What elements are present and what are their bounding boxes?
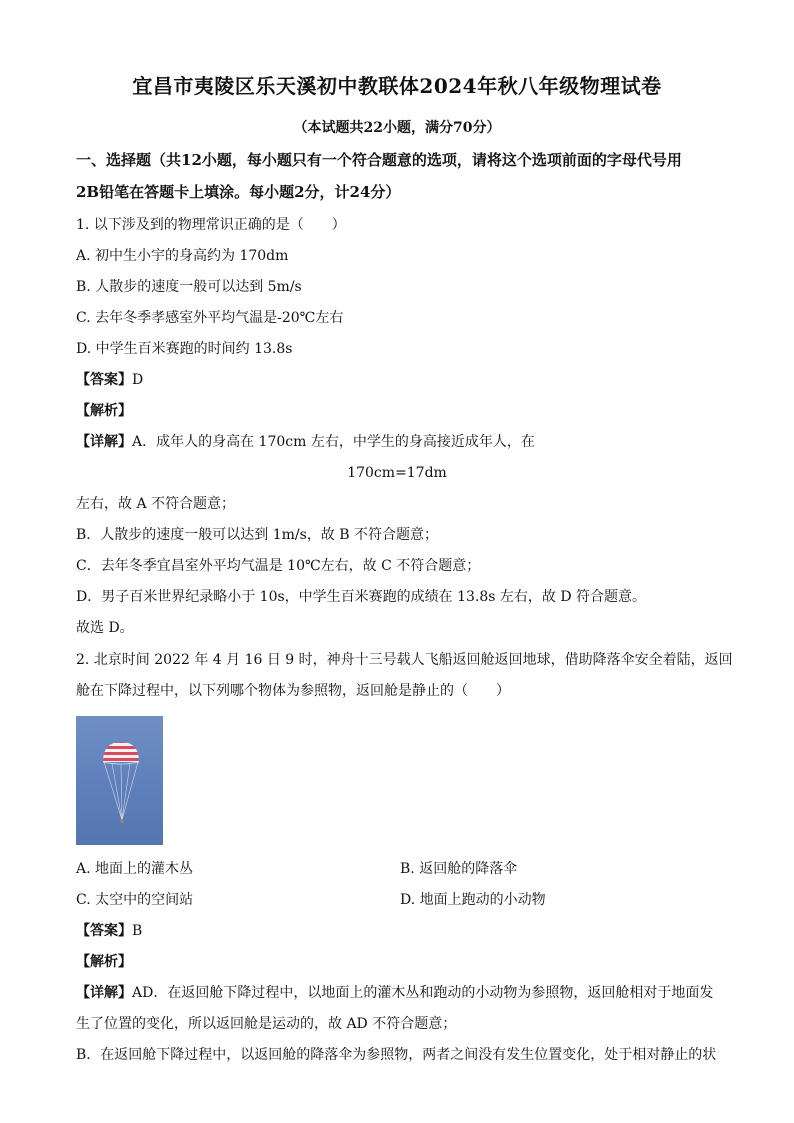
q2-detail-tag: 【详解】 xyxy=(76,985,132,1001)
q1-detail-a2: 左右，故 A 不符合题意； xyxy=(76,496,236,512)
q2-detail-b: B．在返回舱下降过程中，以返回舱的降落伞为参照物，两者之间没有发生位置变化，处于相对静止的状 xyxy=(76,1047,717,1063)
q1-detail-a xyxy=(76,432,535,452)
q1-detail-c: C．去年冬季宜昌室外平均气温是 10℃左右，故 C 不符合题意； xyxy=(76,558,481,574)
q1-conclusion: 故选 D。 xyxy=(76,620,134,636)
q2-detail-ad-line-1 xyxy=(76,983,713,1003)
q1-option-a: A. 初中生小宇的身高约为 170dm xyxy=(76,248,289,264)
q2-detail-ad-text: AD．在返回舱下降过程中，以地面上的灌木丛和跑动的小动物为参照物，返回舱相对于地面发 xyxy=(132,985,714,1001)
q2-option-a: A. 地面上的灌木丛 xyxy=(76,861,194,877)
q2-answer-tag: 【答案】 xyxy=(76,923,132,939)
q2-stem-line-1: 2. 北京时间 2022 年 4 月 16 日 9 时，神舟十三号载人飞船返回舱返回地球，借助降落伞安全着陆，返回 xyxy=(76,652,733,668)
q1-detail-d: D．男子百米世界纪录略小于 10s，中学生百米赛跑的成绩在 13.8s 左右，故 D 符合题意。 xyxy=(76,589,647,605)
parachute-photo xyxy=(76,716,163,845)
q1-answer xyxy=(76,370,143,390)
q2-option-c: C. 太空中的空间站 xyxy=(76,892,194,908)
q1-analysis-tag: 【解析】 xyxy=(76,403,132,419)
q2-stem-line-2: 舱在下降过程中，以下列哪个物体为参照物，返回舱是静止的（ ） xyxy=(76,683,510,699)
q1-formula: 170cm=17dm xyxy=(347,465,447,481)
q2-option-d: D. 地面上跑动的小动物 xyxy=(400,892,546,908)
q2-option-b: B. 返回舱的降落伞 xyxy=(400,861,518,877)
page-subtitle: （本试题共22小题，满分70分） xyxy=(293,120,501,136)
q1-option-c: C. 去年冬季孝感室外平均气温是-20℃左右 xyxy=(76,310,344,326)
q1-option-b: B. 人散步的速度一般可以达到 5m/s xyxy=(76,279,302,295)
q1-detail-b: B．人散步的速度一般可以达到 1m/s，故 B 不符合题意； xyxy=(76,527,439,543)
section-heading-line-1: 一、选择题（共12小题，每小题只有一个符合题意的选项，请将这个选项前面的字母代号用 xyxy=(76,151,682,169)
q1-option-d: D. 中学生百米赛跑的时间约 13.8s xyxy=(76,341,293,357)
q1-detail-tag: 【详解】 xyxy=(76,434,132,450)
q2-answer-value: B xyxy=(132,923,143,939)
q1-detail-a-text: A．成年人的身高在 170cm 左右，中学生的身高接近成年人，在 xyxy=(132,434,535,450)
q2-answer xyxy=(76,921,142,941)
section-heading-line-2: 2B铅笔在答题卡上填涂。每小题2分，计24分） xyxy=(76,183,401,201)
q1-answer-value: D xyxy=(132,372,144,388)
parachute-illustration xyxy=(76,716,163,845)
q2-detail-ad-line-2: 生了位置的变化，所以返回舱是运动的，故 AD 不符合题意； xyxy=(76,1016,457,1032)
q1-answer-tag: 【答案】 xyxy=(76,372,132,388)
q1-stem: 1. 以下涉及到的物理常识正确的是（ ） xyxy=(76,217,346,233)
q2-analysis-tag: 【解析】 xyxy=(76,954,132,970)
page-title: 宜昌市夷陵区乐天溪初中教联体2024年秋八年级物理试卷 xyxy=(132,74,662,98)
